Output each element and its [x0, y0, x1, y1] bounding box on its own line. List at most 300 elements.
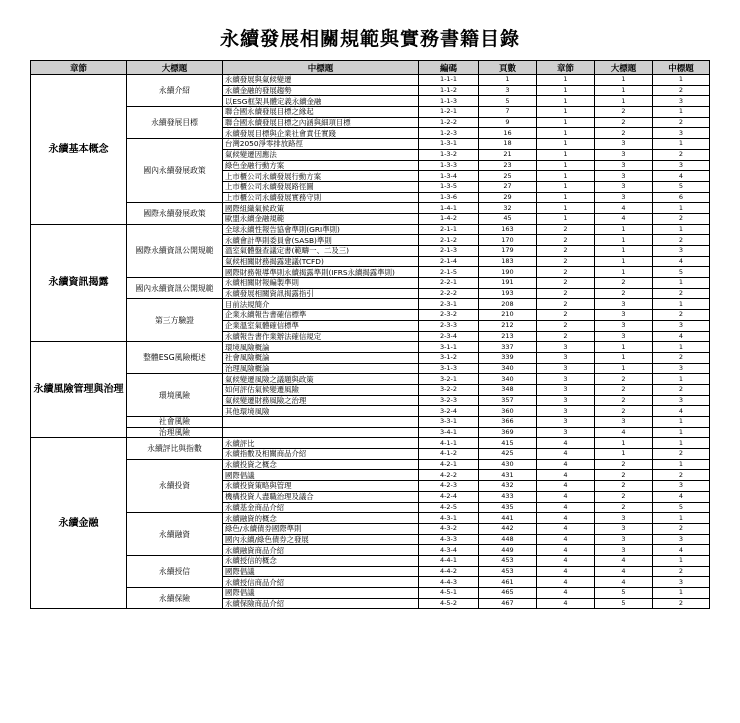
subsection-cell: 上市櫃公司永續發展路徑圖	[223, 181, 419, 192]
table-row	[31, 203, 710, 214]
subsection-no-cell: 1	[653, 139, 710, 150]
subsection-no-cell: 1	[653, 459, 710, 470]
chapter-no-cell: 4	[537, 577, 595, 588]
chapter-no-cell: 2	[537, 246, 595, 257]
chapter-no-cell: 1	[537, 213, 595, 224]
header-code: 編碼	[419, 61, 479, 75]
subsection-cell: 氣候相關財務揭露建議(TCFD)	[223, 256, 419, 267]
page-cell: 340	[479, 374, 537, 385]
page-cell: 453	[479, 566, 537, 577]
section-no-cell: 3	[595, 523, 653, 534]
subsection-cell: 環境風險概論	[223, 342, 419, 353]
code-cell: 4-4-1	[419, 555, 479, 566]
chapter-no-cell: 4	[537, 449, 595, 460]
subsection-cell: 永續融資的概念	[223, 513, 419, 524]
section-cell: 永續介紹	[127, 75, 223, 107]
code-cell: 2-3-4	[419, 331, 479, 342]
table-row	[31, 278, 710, 289]
section-no-cell: 2	[595, 117, 653, 128]
subsection-no-cell: 1	[653, 417, 710, 428]
subsection-cell	[223, 427, 419, 438]
chapter-no-cell: 1	[537, 75, 595, 86]
section-cell: 永續授信	[127, 555, 223, 587]
header-row	[31, 61, 710, 75]
section-no-cell: 2	[595, 481, 653, 492]
section-no-cell: 1	[595, 256, 653, 267]
page-cell: 3	[479, 85, 537, 96]
subsection-cell: 永續發展與氣候變遷	[223, 75, 419, 86]
code-cell: 3-2-2	[419, 384, 479, 395]
section-cell: 永續發展目標	[127, 107, 223, 139]
subsection-no-cell: 1	[653, 374, 710, 385]
table-row	[31, 555, 710, 566]
section-no-cell: 3	[595, 331, 653, 342]
page-cell: 448	[479, 534, 537, 545]
subsection-no-cell: 2	[653, 235, 710, 246]
chapter-no-cell: 4	[537, 566, 595, 577]
header-section-no: 大標題	[595, 61, 653, 75]
chapter-no-cell: 1	[537, 171, 595, 182]
chapter-cell: 永續基本概念	[31, 75, 127, 225]
section-no-cell: 5	[595, 588, 653, 599]
code-cell: 4-1-2	[419, 449, 479, 460]
subsection-cell: 永續融資商品介紹	[223, 545, 419, 556]
subsection-cell: 溫室氣體盤查議定書(範疇一、二及三)	[223, 246, 419, 257]
page-cell: 432	[479, 481, 537, 492]
page-cell: 32	[479, 203, 537, 214]
code-cell: 2-3-1	[419, 299, 479, 310]
code-cell: 2-1-5	[419, 267, 479, 278]
code-cell: 2-1-3	[419, 246, 479, 257]
section-no-cell: 2	[595, 288, 653, 299]
chapter-no-cell: 1	[537, 203, 595, 214]
section-no-cell: 1	[595, 85, 653, 96]
page-cell: 27	[479, 181, 537, 192]
chapter-no-cell: 2	[537, 331, 595, 342]
section-no-cell: 3	[595, 299, 653, 310]
page-cell: 9	[479, 117, 537, 128]
subsection-cell: 台灣2050淨零排放路徑	[223, 139, 419, 150]
section-no-cell: 4	[595, 566, 653, 577]
section-cell: 國內永續資訊公開規範	[127, 278, 223, 299]
page-cell: 210	[479, 310, 537, 321]
section-no-cell: 3	[595, 513, 653, 524]
subsection-no-cell: 3	[653, 160, 710, 171]
header-chapter: 章節	[31, 61, 127, 75]
page-cell: 360	[479, 406, 537, 417]
subsection-no-cell: 3	[653, 534, 710, 545]
subsection-cell: 永續基金商品介紹	[223, 502, 419, 513]
subsection-no-cell: 3	[653, 363, 710, 374]
code-cell: 1-4-2	[419, 213, 479, 224]
subsection-cell: 歐盟永續金融規範	[223, 213, 419, 224]
table-row	[31, 75, 710, 86]
section-no-cell: 1	[595, 352, 653, 363]
table-row	[31, 438, 710, 449]
section-no-cell: 2	[595, 406, 653, 417]
subsection-cell: 永續投資策略與管理	[223, 481, 419, 492]
subsection-no-cell: 1	[653, 299, 710, 310]
subsection-cell: 企業溫室氣體確信標準	[223, 320, 419, 331]
code-cell: 3-2-4	[419, 406, 479, 417]
code-cell: 4-3-3	[419, 534, 479, 545]
chapter-no-cell: 3	[537, 352, 595, 363]
subsection-no-cell: 3	[653, 395, 710, 406]
subsection-no-cell: 6	[653, 192, 710, 203]
page-cell: 366	[479, 417, 537, 428]
section-cell: 社會風險	[127, 417, 223, 428]
subsection-no-cell: 2	[653, 288, 710, 299]
chapter-cell: 永續風險管理與治理	[31, 342, 127, 438]
subsection-cell: 企業永續報告書確信標準	[223, 310, 419, 321]
table-row	[31, 513, 710, 524]
page-cell: 467	[479, 598, 537, 609]
subsection-cell: 全球永續性報告協會準則(GRI準則)	[223, 224, 419, 235]
subsection-cell: 永續發展相關資訊揭露指引	[223, 288, 419, 299]
header-chapter-no: 章節	[537, 61, 595, 75]
subsection-cell: 上市櫃公司永續發展行動方案	[223, 171, 419, 182]
section-cell: 環境風險	[127, 374, 223, 417]
code-cell: 4-5-1	[419, 588, 479, 599]
section-cell: 國內永續發展政策	[127, 139, 223, 203]
subsection-cell: 永續保險商品介紹	[223, 598, 419, 609]
subsection-no-cell: 3	[653, 128, 710, 139]
chapter-no-cell: 4	[537, 523, 595, 534]
page-cell: 369	[479, 427, 537, 438]
table-row	[31, 224, 710, 235]
catalog-table	[30, 60, 710, 609]
chapter-no-cell: 2	[537, 278, 595, 289]
subsection-cell: 聯合國永續發展目標之緣起	[223, 107, 419, 118]
code-cell: 1-4-1	[419, 203, 479, 214]
chapter-no-cell: 4	[537, 555, 595, 566]
chapter-no-cell: 1	[537, 181, 595, 192]
section-no-cell: 2	[595, 395, 653, 406]
section-no-cell: 3	[595, 310, 653, 321]
code-cell: 1-3-3	[419, 160, 479, 171]
subsection-no-cell: 3	[653, 481, 710, 492]
code-cell: 4-2-5	[419, 502, 479, 513]
subsection-no-cell: 2	[653, 117, 710, 128]
section-cell: 國際永續資訊公開規範	[127, 224, 223, 277]
chapter-no-cell: 2	[537, 310, 595, 321]
table-row	[31, 374, 710, 385]
table-row	[31, 299, 710, 310]
page-cell: 339	[479, 352, 537, 363]
subsection-cell: 永續會計準則委員會(SASB)準則	[223, 235, 419, 246]
code-cell: 4-2-3	[419, 481, 479, 492]
subsection-no-cell: 1	[653, 203, 710, 214]
page-cell: 23	[479, 160, 537, 171]
table-row	[31, 427, 710, 438]
header-subsection: 中標題	[223, 61, 419, 75]
code-cell: 1-1-3	[419, 96, 479, 107]
subsection-no-cell: 2	[653, 449, 710, 460]
section-no-cell: 4	[595, 213, 653, 224]
code-cell: 2-1-1	[419, 224, 479, 235]
chapter-no-cell: 1	[537, 117, 595, 128]
section-no-cell: 1	[595, 224, 653, 235]
chapter-no-cell: 4	[537, 481, 595, 492]
subsection-no-cell: 2	[653, 523, 710, 534]
page-cell: 16	[479, 128, 537, 139]
section-no-cell: 3	[595, 160, 653, 171]
code-cell: 4-4-2	[419, 566, 479, 577]
page-cell: 435	[479, 502, 537, 513]
section-no-cell: 2	[595, 502, 653, 513]
subsection-cell: 其他環境風險	[223, 406, 419, 417]
subsection-cell: 以ESG框架具體定義永續金融	[223, 96, 419, 107]
page-cell: 442	[479, 523, 537, 534]
code-cell: 1-2-2	[419, 117, 479, 128]
table-row	[31, 417, 710, 428]
section-no-cell: 1	[595, 438, 653, 449]
subsection-no-cell: 1	[653, 555, 710, 566]
chapter-no-cell: 4	[537, 513, 595, 524]
chapter-no-cell: 2	[537, 256, 595, 267]
section-no-cell: 1	[595, 96, 653, 107]
subsection-no-cell: 4	[653, 491, 710, 502]
code-cell: 2-1-4	[419, 256, 479, 267]
subsection-cell: 永續授信的概念	[223, 555, 419, 566]
chapter-no-cell: 2	[537, 224, 595, 235]
subsection-cell: 永續投資之概念	[223, 459, 419, 470]
chapter-no-cell: 4	[537, 502, 595, 513]
code-cell: 3-2-1	[419, 374, 479, 385]
code-cell: 2-3-3	[419, 320, 479, 331]
subsection-no-cell: 1	[653, 427, 710, 438]
subsection-cell: 氣候變遷風險之議題與政策	[223, 374, 419, 385]
subsection-cell	[223, 417, 419, 428]
page-cell: 453	[479, 555, 537, 566]
subsection-cell: 國際倡議	[223, 566, 419, 577]
code-cell: 4-3-4	[419, 545, 479, 556]
section-no-cell: 4	[595, 555, 653, 566]
page-title: 永續發展相關規範與實務書籍目錄	[219, 28, 520, 50]
page-cell: 348	[479, 384, 537, 395]
page-cell: 212	[479, 320, 537, 331]
header-subsection-no: 中標題	[653, 61, 710, 75]
section-no-cell: 2	[595, 470, 653, 481]
subsection-no-cell: 2	[653, 352, 710, 363]
code-cell: 4-3-2	[419, 523, 479, 534]
section-no-cell: 1	[595, 246, 653, 257]
chapter-no-cell: 3	[537, 427, 595, 438]
code-cell: 4-4-3	[419, 577, 479, 588]
code-cell: 4-2-2	[419, 470, 479, 481]
subsection-no-cell: 2	[653, 310, 710, 321]
code-cell: 2-1-2	[419, 235, 479, 246]
code-cell: 1-2-3	[419, 128, 479, 139]
chapter-no-cell: 4	[537, 459, 595, 470]
subsection-no-cell: 2	[653, 566, 710, 577]
code-cell: 3-1-2	[419, 352, 479, 363]
page-cell: 340	[479, 363, 537, 374]
subsection-no-cell: 5	[653, 267, 710, 278]
table-body	[31, 75, 710, 609]
section-cell: 國際永續發展政策	[127, 203, 223, 224]
subsection-no-cell: 1	[653, 224, 710, 235]
page-cell: 193	[479, 288, 537, 299]
subsection-no-cell: 1	[653, 588, 710, 599]
subsection-cell: 氣候變遷財務風險之治理	[223, 395, 419, 406]
code-cell: 1-1-2	[419, 85, 479, 96]
page-cell: 430	[479, 459, 537, 470]
chapter-no-cell: 4	[537, 534, 595, 545]
page-cell: 465	[479, 588, 537, 599]
section-no-cell: 3	[595, 320, 653, 331]
subsection-cell: 國際財務報導準則永續揭露準則(IFRS永續揭露準則)	[223, 267, 419, 278]
chapter-no-cell: 1	[537, 128, 595, 139]
table-row	[31, 107, 710, 118]
code-cell: 3-1-1	[419, 342, 479, 353]
page-cell: 1	[479, 75, 537, 86]
chapter-no-cell: 1	[537, 160, 595, 171]
subsection-no-cell: 1	[653, 438, 710, 449]
subsection-no-cell: 3	[653, 320, 710, 331]
chapter-no-cell: 4	[537, 588, 595, 599]
subsection-cell: 社會風險概論	[223, 352, 419, 363]
chapter-no-cell: 4	[537, 491, 595, 502]
section-cell: 第三方驗證	[127, 299, 223, 342]
subsection-cell: 聯合國永續發展目標之內涵與細項目標	[223, 117, 419, 128]
table-row	[31, 588, 710, 599]
subsection-cell: 如何評估氣候變遷風險	[223, 384, 419, 395]
table-row	[31, 459, 710, 470]
code-cell: 2-2-2	[419, 288, 479, 299]
section-no-cell: 4	[595, 577, 653, 588]
subsection-no-cell: 1	[653, 342, 710, 353]
chapter-no-cell: 1	[537, 96, 595, 107]
code-cell: 1-3-5	[419, 181, 479, 192]
page-cell: 190	[479, 267, 537, 278]
section-no-cell: 2	[595, 374, 653, 385]
header-page: 頁數	[479, 61, 537, 75]
subsection-cell: 永續報告書作業辦法確信規定	[223, 331, 419, 342]
chapter-no-cell: 2	[537, 320, 595, 331]
code-cell: 1-3-4	[419, 171, 479, 182]
chapter-no-cell: 4	[537, 470, 595, 481]
section-no-cell: 3	[595, 149, 653, 160]
chapter-no-cell: 1	[537, 85, 595, 96]
section-no-cell: 1	[595, 235, 653, 246]
page-cell: 208	[479, 299, 537, 310]
page-cell: 170	[479, 235, 537, 246]
subsection-cell: 永續相關財報編製準則	[223, 278, 419, 289]
page-cell: 21	[479, 149, 537, 160]
chapter-no-cell: 3	[537, 395, 595, 406]
subsection-no-cell: 2	[653, 384, 710, 395]
subsection-cell: 目前法規簡介	[223, 299, 419, 310]
code-cell: 1-3-2	[419, 149, 479, 160]
chapter-no-cell: 2	[537, 267, 595, 278]
page-cell: 441	[479, 513, 537, 524]
page-cell: 5	[479, 96, 537, 107]
section-no-cell: 4	[595, 203, 653, 214]
page-cell: 179	[479, 246, 537, 257]
page-cell: 29	[479, 192, 537, 203]
table-row	[31, 342, 710, 353]
page-cell: 433	[479, 491, 537, 502]
section-no-cell: 3	[595, 417, 653, 428]
chapter-no-cell: 3	[537, 384, 595, 395]
page-cell: 213	[479, 331, 537, 342]
subsection-no-cell: 1	[653, 278, 710, 289]
subsection-no-cell: 3	[653, 246, 710, 257]
chapter-no-cell: 4	[537, 438, 595, 449]
chapter-no-cell: 3	[537, 342, 595, 353]
page-cell: 431	[479, 470, 537, 481]
page-cell: 425	[479, 449, 537, 460]
chapter-cell: 永續金融	[31, 438, 127, 609]
code-cell: 4-2-1	[419, 459, 479, 470]
chapter-no-cell: 2	[537, 288, 595, 299]
subsection-cell: 永續指數及相關商品介紹	[223, 449, 419, 460]
page-cell: 25	[479, 171, 537, 182]
table-row	[31, 139, 710, 150]
subsection-no-cell: 3	[653, 96, 710, 107]
section-no-cell: 3	[595, 171, 653, 182]
subsection-no-cell: 1	[653, 107, 710, 118]
chapter-no-cell: 3	[537, 417, 595, 428]
section-no-cell: 2	[595, 128, 653, 139]
section-no-cell: 1	[595, 363, 653, 374]
chapter-no-cell: 1	[537, 139, 595, 150]
page-cell: 163	[479, 224, 537, 235]
subsection-cell: 永續授信商品介紹	[223, 577, 419, 588]
code-cell: 3-2-3	[419, 395, 479, 406]
subsection-cell: 上市櫃公司永續發展實務守則	[223, 192, 419, 203]
subsection-no-cell: 2	[653, 213, 710, 224]
section-cell: 永續保險	[127, 588, 223, 609]
code-cell: 3-4-1	[419, 427, 479, 438]
section-no-cell: 1	[595, 267, 653, 278]
section-no-cell: 2	[595, 278, 653, 289]
chapter-cell: 永續資訊揭露	[31, 224, 127, 342]
subsection-no-cell: 4	[653, 545, 710, 556]
code-cell: 4-3-1	[419, 513, 479, 524]
subsection-no-cell: 4	[653, 331, 710, 342]
code-cell: 4-1-1	[419, 438, 479, 449]
section-cell: 治理風險	[127, 427, 223, 438]
section-cell: 整體ESG風險概述	[127, 342, 223, 374]
subsection-no-cell: 5	[653, 181, 710, 192]
subsection-no-cell: 5	[653, 502, 710, 513]
section-no-cell: 1	[595, 449, 653, 460]
page-cell: 337	[479, 342, 537, 353]
chapter-no-cell: 3	[537, 363, 595, 374]
page-cell: 357	[479, 395, 537, 406]
section-cell: 永續評比與指數	[127, 438, 223, 459]
page-cell: 7	[479, 107, 537, 118]
code-cell: 4-2-4	[419, 491, 479, 502]
chapter-no-cell: 1	[537, 107, 595, 118]
subsection-cell: 永續金融的發展趨勢	[223, 85, 419, 96]
subsection-cell: 永續評比	[223, 438, 419, 449]
code-cell: 1-3-6	[419, 192, 479, 203]
chapter-no-cell: 1	[537, 192, 595, 203]
subsection-no-cell: 4	[653, 256, 710, 267]
section-no-cell: 2	[595, 459, 653, 470]
section-no-cell: 3	[595, 139, 653, 150]
section-no-cell: 3	[595, 534, 653, 545]
subsection-no-cell: 2	[653, 470, 710, 481]
page-cell: 449	[479, 545, 537, 556]
subsection-cell: 國內永續/綠色債券之發展	[223, 534, 419, 545]
page-cell: 415	[479, 438, 537, 449]
section-no-cell: 3	[595, 545, 653, 556]
section-no-cell: 1	[595, 342, 653, 353]
